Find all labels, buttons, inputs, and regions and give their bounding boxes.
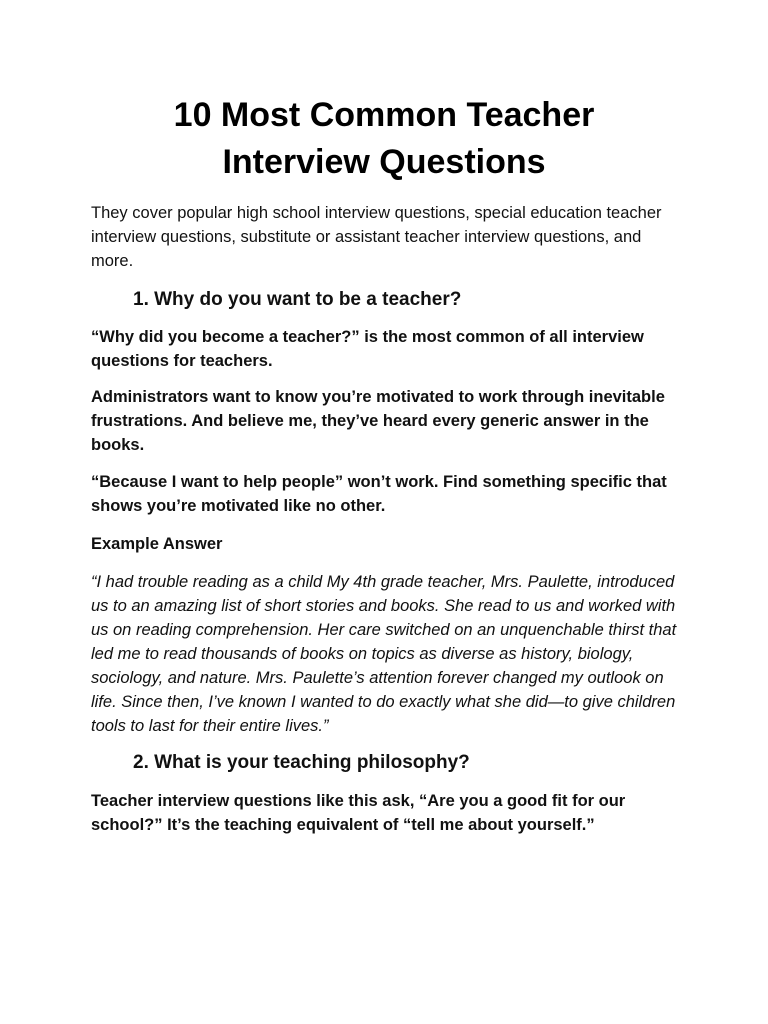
intro-paragraph: They cover popular high school interview questions, special education teacher interview questions, substitute or assistant teacher interview questions, and more. — [91, 204, 662, 270]
title-line-1: 10 Most Common Teacher — [173, 96, 595, 134]
question-1-paragraph-2: Administrators want to know you’re motivated to work through inevitable frustrations. And believe me, they’ve heard every generic answer in the books. — [91, 388, 665, 454]
question-1-paragraph-1: “Why did you become a teacher?” is the most common of all interview questions for teachers. — [91, 328, 644, 370]
title-line-2: Interview Questions — [222, 143, 546, 181]
question-1-heading: 1. Why do you want to be a teacher? — [133, 289, 462, 310]
example-answer-text: “I had trouble reading as a child My 4th grade teacher, Mrs. Paulette, introduced us to an amazing list of short stories and books. She read to us and worked with us on reading comprehension. Her care switched on an unquenchable thirst that led me to read thousands of books on topics as diverse as history, biology, sociology, and nature. Mrs. Paulette’s attention forever changed my outlook on life. Since then, I’ve known I wanted to do exactly what she did—to give children tools to last for their entire lives.” — [91, 573, 677, 735]
question-1-paragraph-3: “Because I want to help people” won’t work. Find something specific that shows you’re motivated like no other. — [91, 473, 667, 515]
example-answer-label: Example Answer — [91, 535, 223, 553]
question-2-heading: 2. What is your teaching philosophy? — [133, 752, 470, 773]
page-title — [0, 92, 768, 186]
question-2-paragraph-1: Teacher interview questions like this ask, “Are you a good fit for our school?” It’s the teaching equivalent of “tell me about yourself.” — [91, 792, 626, 834]
